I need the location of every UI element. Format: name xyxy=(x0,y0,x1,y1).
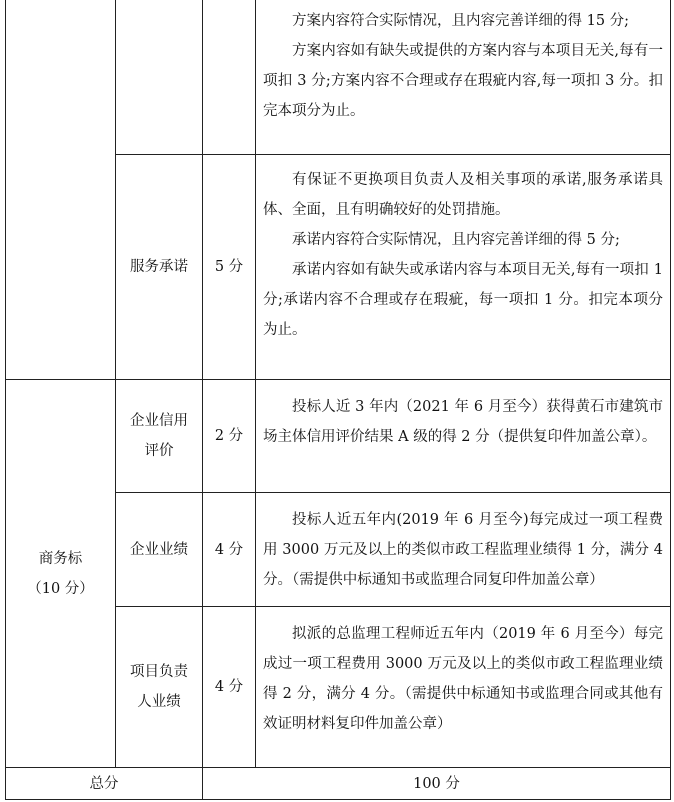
table-border-right xyxy=(670,0,671,800)
category-name: 商务标 xyxy=(38,550,83,567)
business-bid-category xyxy=(6,380,115,767)
plan-content-paragraph: 方案内容符合实际情况，且内容完善详细的得 15 分; xyxy=(292,13,630,29)
total-label: 总分 xyxy=(89,775,119,792)
pm-performance-item: 项目负责人业绩 xyxy=(130,664,188,710)
column-divider-3 xyxy=(255,0,256,768)
credit-evaluation-score: 2 分 xyxy=(214,428,244,444)
company-performance-item: 企业业绩 xyxy=(130,541,188,558)
category-points: （10 分） xyxy=(27,580,94,597)
company-performance-description: 投标人近五年内(2019 年 6 月至今)每完成过一项工程费用 3000 万元及以上的类似市政工程监理业绩得 1 分，满分 4 分。（需提供中标通知书或监理合同复印件加盖公章） xyxy=(263,512,663,588)
service-commitment-paragraph: 承诺内容符合实际情况，且内容完善详细的得 5 分; xyxy=(292,232,620,248)
total-value: 100 分 xyxy=(413,775,460,792)
service-commitment-score: 5 分 xyxy=(214,259,244,275)
service-commitment-description xyxy=(263,165,663,345)
service-commitment-paragraph: 有保证不更换项目负责人及相关事项的承诺,服务承诺具体、全面，且有明确较好的处罚措施。 xyxy=(263,172,663,218)
company-performance-score: 4 分 xyxy=(214,541,244,558)
table-border-bottom xyxy=(5,799,671,800)
plan-content-description xyxy=(263,6,663,126)
pm-performance-description: 拟派的总监理工程师近五年内（2019 年 6 月至今）每完成过一项工程费用 3000 万元及以上的类似市政工程监理业绩得 2 分，满分 4 分。（需提供中标通知书或监理合同或其他有效证明材料复印件加盖公章） xyxy=(263,626,663,732)
credit-evaluation-item: 企业信用评价 xyxy=(130,413,188,459)
pm-performance-score: 4 分 xyxy=(214,679,244,695)
credit-evaluation-description: 投标人近 3 年内（2021 年 6 月至今）获得黄石市建筑市场主体信用评价结果 A 级的得 2 分（提供复印件加盖公章）。 xyxy=(263,399,663,445)
service-commitment-item: 服务承诺 xyxy=(130,259,188,275)
service-commitment-paragraph: 承诺内容如有缺失或承诺内容与本项目无关,每有一项扣 1 分;承诺内容不合理或存在瑕疵，每一项扣 1 分。扣完本项分为止。 xyxy=(263,262,663,338)
plan-content-paragraph: 方案内容如有缺失或提供的方案内容与本项目无关,每有一项扣 3 分;方案内容不合理或存在瑕疵内容,每一项扣 3 分。扣完本项分为止。 xyxy=(263,43,663,119)
